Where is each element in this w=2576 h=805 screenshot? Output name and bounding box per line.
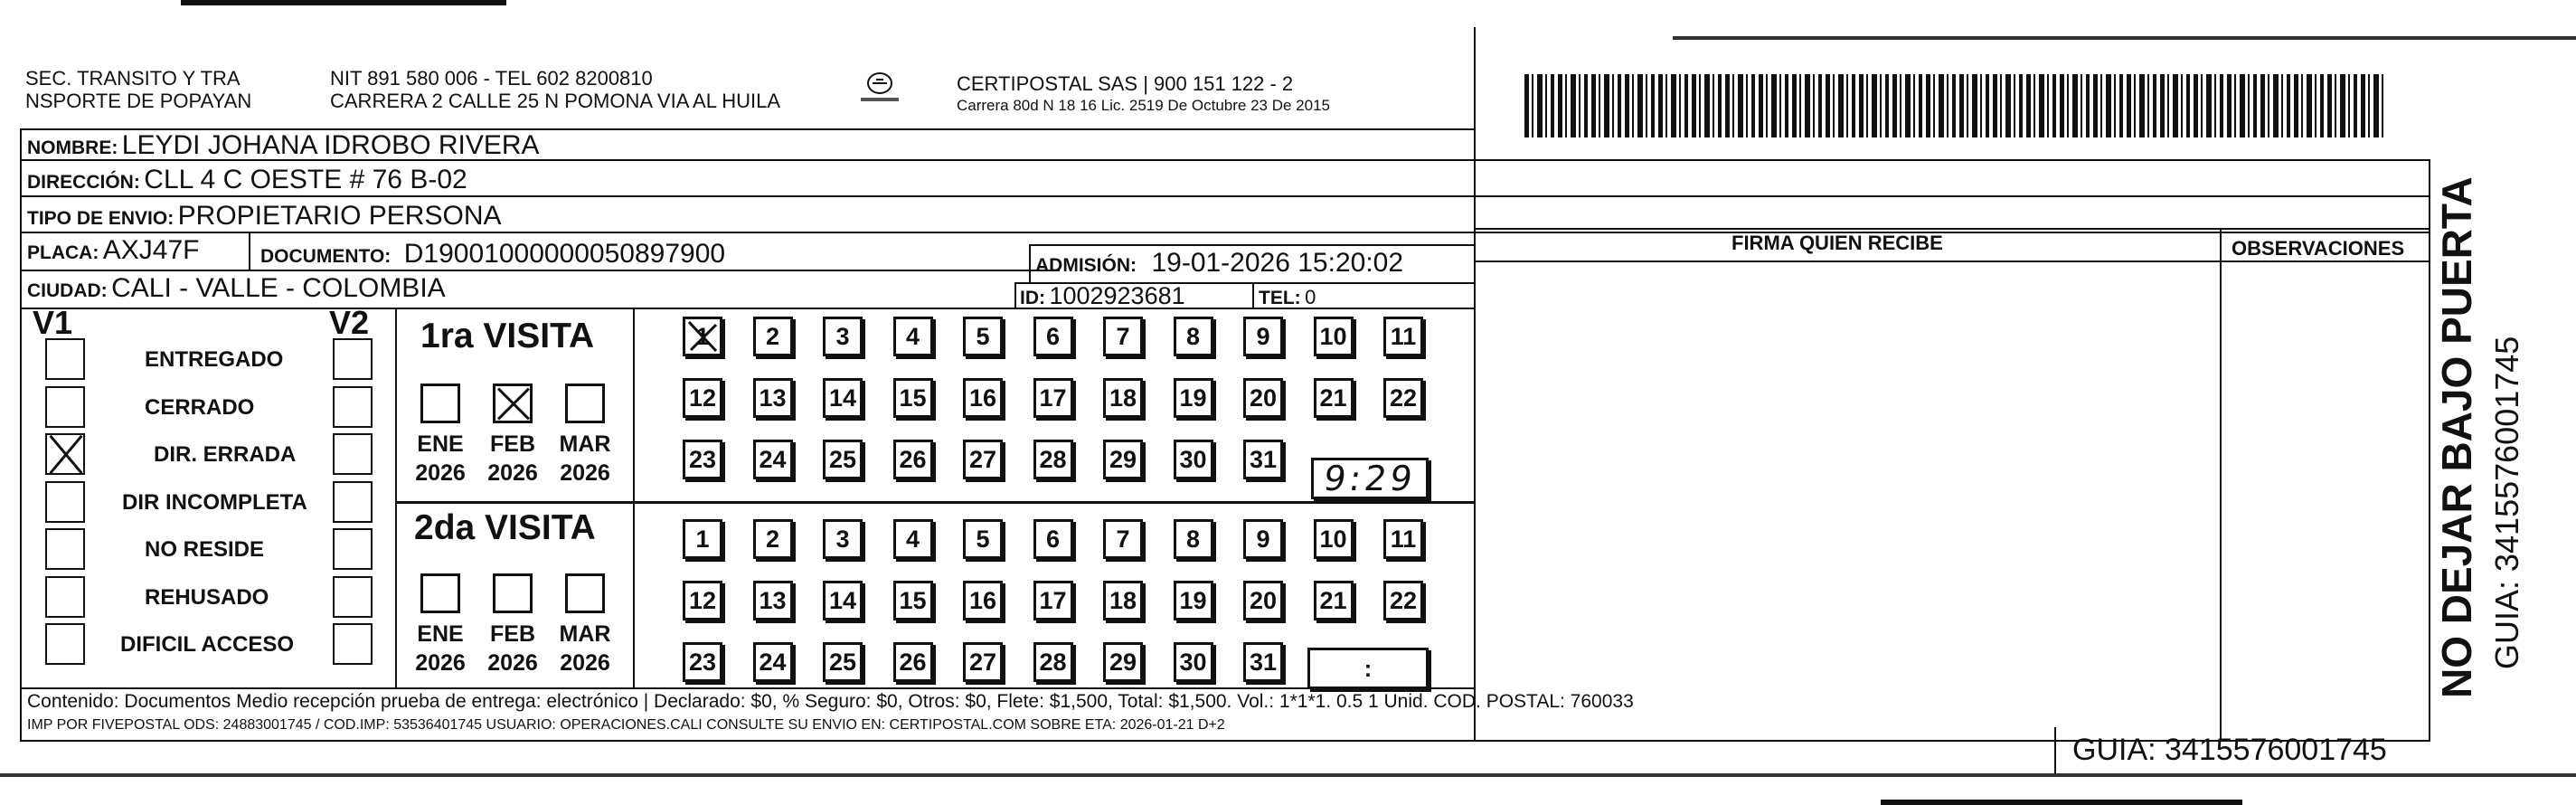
visit1-day-9[interactable]: [1243, 317, 1283, 356]
visit1-day-label-9: 9: [1256, 322, 1270, 350]
visit2-day-5[interactable]: [963, 519, 1003, 559]
visit2-month-year-1: 2026: [487, 650, 538, 676]
tel-field: TEL: 0: [1259, 286, 1316, 308]
visit2-day-label-11: 11: [1390, 525, 1417, 553]
visit1-day-11[interactable]: [1383, 317, 1423, 356]
rule-tipo: [20, 232, 2430, 233]
visit1-day-label-1: 1: [695, 322, 710, 350]
visit1-month-check-2[interactable]: [565, 384, 605, 423]
scan-edge-top: [181, 0, 506, 5]
id-field: ID: 1002923681: [1020, 282, 1185, 309]
v2-checkbox-3[interactable]: [333, 481, 373, 523]
v1-checkbox-4[interactable]: [45, 528, 85, 570]
visit2-month-check-0[interactable]: [420, 573, 460, 613]
visit1-day-17[interactable]: [1033, 378, 1073, 418]
rule-id-split: [1014, 282, 1016, 309]
visit2-day-8[interactable]: [1174, 519, 1213, 559]
visit2-day-label-9: 9: [1256, 525, 1270, 553]
courier-logo: [859, 71, 901, 107]
visit2-time-box[interactable]: [1307, 648, 1429, 689]
scan-edge-top-right: [1673, 36, 2576, 40]
visit2-month-name-2: MAR: [559, 621, 611, 647]
visit2-day-25[interactable]: [823, 642, 863, 682]
placa-field: PLACA: AXJ47F: [27, 235, 200, 265]
visit2-day-label-25: 25: [828, 648, 857, 676]
rule-admision-top: [1029, 244, 1476, 246]
visit2-day-6[interactable]: [1033, 519, 1073, 559]
ciudad-field: CIUDAD: CALI - VALLE - COLOMBIA: [27, 273, 446, 303]
footer-imp: IMP POR FIVEPOSTAL ODS: 24883001745 / COD.IMP: 53536401745 USUARIO: OPERACIONES.CALI CONSULTE SU ENVIO EN: CERTIPOSTAL.COM SOBRE ETA: 2026-01-21 D+2: [27, 717, 1225, 733]
visit2-day-24[interactable]: [753, 642, 793, 682]
visit1-day-31[interactable]: [1243, 440, 1283, 479]
visit2-time: :: [1363, 655, 1373, 682]
visit1-day-label-2: 2: [765, 322, 780, 350]
visit2-day-label-22: 22: [1389, 586, 1418, 614]
visit1-title: 1ra VISITA: [420, 317, 595, 355]
visit1-day-18[interactable]: [1103, 378, 1143, 418]
visit2-day-19[interactable]: [1174, 581, 1213, 620]
status-label-2: DIR. ERRADA: [154, 442, 297, 467]
visit2-month-year-2: 2026: [560, 650, 610, 676]
visit2-day-label-26: 26: [899, 648, 927, 676]
visit2-day-label-20: 20: [1249, 586, 1278, 614]
visit2-month-check-2[interactable]: [565, 573, 605, 613]
visit2-day-18[interactable]: [1103, 581, 1143, 620]
issuer-name: SEC. TRANSITO Y TRA NSPORTE DE POPAYAN: [25, 67, 252, 112]
visit1-day-24[interactable]: [753, 440, 793, 479]
visit2-day-12[interactable]: [683, 581, 722, 620]
status-label-5: REHUSADO: [145, 584, 269, 610]
footer-guia: GUIA: 3415576001745: [2072, 733, 2387, 767]
v2-checkbox-1[interactable]: [333, 386, 373, 428]
rule-left: [20, 128, 22, 742]
firma-label: FIRMA QUIEN RECIBE: [1731, 232, 1943, 254]
visit2-day-label-4: 4: [905, 525, 920, 553]
observaciones-area[interactable]: [2222, 262, 2427, 738]
visit1-day-label-10: 10: [1319, 322, 1347, 350]
visit1-day-8[interactable]: [1174, 317, 1213, 356]
visit1-day-label-22: 22: [1389, 384, 1418, 412]
visit2-month-check-1[interactable]: [493, 573, 533, 613]
rule-divider-main: [1474, 27, 1476, 742]
rule-obs-split: [2220, 228, 2222, 740]
visit1-day-2[interactable]: [753, 317, 793, 356]
visit1-day-28[interactable]: [1033, 440, 1073, 479]
visit2-day-label-12: 12: [688, 586, 717, 614]
visit1-day-5[interactable]: [963, 317, 1003, 356]
visit1-month-year-1: 2026: [487, 460, 538, 486]
side-warning: NO DEJAR BAJO PUERTA: [2433, 176, 2480, 698]
visit2-day-1[interactable]: [683, 519, 722, 559]
visit1-month-check-1[interactable]: [493, 384, 533, 423]
visit1-day-27[interactable]: [963, 440, 1003, 479]
visit2-day-label-15: 15: [899, 586, 927, 614]
visit1-day-label-15: 15: [899, 384, 927, 412]
visit1-month-name-1: FEB: [490, 431, 535, 457]
visit2-day-label-27: 27: [968, 648, 997, 676]
visit1-day-label-27: 27: [968, 445, 997, 473]
visit1-day-label-13: 13: [759, 384, 787, 412]
visit1-day-label-26: 26: [899, 445, 927, 473]
visit2-day-label-31: 31: [1249, 648, 1278, 676]
visit2-day-20[interactable]: [1243, 581, 1283, 620]
visit1-month-year-2: 2026: [560, 460, 610, 486]
rule-month-right: [633, 308, 635, 687]
v2-checkbox-5[interactable]: [333, 576, 373, 618]
rule-placa: [20, 270, 1060, 271]
visit2-day-label-5: 5: [976, 525, 990, 553]
rule-guia-box-left: [2054, 727, 2056, 774]
visit2-day-label-7: 7: [1116, 525, 1130, 553]
visit1-day-16[interactable]: [963, 378, 1003, 418]
visit1-day-29[interactable]: [1103, 440, 1143, 479]
visit1-day-label-4: 4: [905, 322, 920, 350]
visit2-day-7[interactable]: [1103, 519, 1143, 559]
rule-grid-bottom: [20, 687, 1476, 689]
visit2-day-9[interactable]: [1243, 519, 1283, 559]
visit2-day-label-28: 28: [1039, 648, 1067, 676]
v1-checkbox-5[interactable]: [45, 576, 85, 618]
v1-checkbox-0[interactable]: [45, 338, 85, 380]
visit1-day-20[interactable]: [1243, 378, 1283, 418]
v1-label: V1: [33, 304, 73, 341]
visit1-day-label-3: 3: [835, 322, 850, 350]
v2-checkbox-0[interactable]: [333, 338, 373, 380]
visit2-day-29[interactable]: [1103, 642, 1143, 682]
visit2-day-28[interactable]: [1033, 642, 1073, 682]
v1-checkbox-1[interactable]: [45, 386, 85, 428]
visit1-day-12[interactable]: [683, 378, 722, 418]
visit1-day-label-8: 8: [1185, 322, 1201, 350]
visit1-time-box[interactable]: [1311, 458, 1429, 499]
visit1-day-30[interactable]: [1174, 440, 1213, 479]
visit1-day-label-21: 21: [1319, 384, 1347, 412]
visit2-day-label-30: 30: [1179, 648, 1207, 676]
visit1-day-label-17: 17: [1039, 384, 1067, 412]
visit2-day-label-2: 2: [765, 525, 780, 553]
visit2-day-15[interactable]: [893, 581, 933, 620]
visit2-day-label-19: 19: [1179, 586, 1207, 614]
visit1-day-label-25: 25: [828, 445, 857, 473]
visit1-day-label-23: 23: [688, 445, 717, 473]
visit2-day-26[interactable]: [893, 642, 933, 682]
rule-placa-split: [249, 232, 250, 270]
visit1-month-name-0: ENE: [417, 431, 464, 457]
visit2-day-31[interactable]: [1243, 642, 1283, 682]
visit2-day-22[interactable]: [1383, 581, 1423, 620]
rule-ciudad: [20, 308, 1476, 309]
visit2-day-label-6: 6: [1045, 525, 1061, 553]
visit2-day-label-10: 10: [1319, 525, 1347, 553]
visit2-day-27[interactable]: [963, 642, 1003, 682]
visit1-day-label-18: 18: [1109, 384, 1137, 412]
tipo-envio-field: TIPO DE ENVIO: PROPIETARIO PERSONA: [27, 201, 502, 231]
visit2-month-name-1: FEB: [490, 621, 535, 647]
visit2-day-23[interactable]: [683, 642, 722, 682]
visit1-day-19[interactable]: [1174, 378, 1213, 418]
v1-checkbox-3[interactable]: [45, 481, 85, 523]
visit2-day-10[interactable]: [1314, 519, 1354, 559]
footer-contenido: Contenido: Documentos Medio recepción prueba de entrega: electrónico | Declarado: $0, % Seguro: $0, Otros: $0, Flete: $1,500, Total: $1,500. Vol.: 1*1*1. 0.5 1 Unid. COD. POSTAL: 760033: [27, 691, 1634, 712]
documento-field: DOCUMENTO: D19001000000050897900: [260, 239, 726, 269]
direccion-field: DIRECCIÓN: CLL 4 C OESTE # 76 B-02: [27, 165, 467, 194]
visit1-day-10[interactable]: [1314, 317, 1354, 356]
visit2-day-4[interactable]: [893, 519, 933, 559]
visit1-day-13[interactable]: [753, 378, 793, 418]
visit2-day-2[interactable]: [753, 519, 793, 559]
visit2-day-16[interactable]: [963, 581, 1003, 620]
visit1-day-3[interactable]: [823, 317, 863, 356]
visit1-day-14[interactable]: [823, 378, 863, 418]
scan-edge-bottom: [0, 773, 2576, 777]
visit1-day-22[interactable]: [1383, 378, 1423, 418]
visit1-day-21[interactable]: [1314, 378, 1354, 418]
v2-checkbox-6[interactable]: [333, 623, 373, 665]
visit2-day-label-17: 17: [1039, 586, 1067, 614]
visit1-day-label-30: 30: [1179, 445, 1207, 473]
visit2-day-label-14: 14: [828, 586, 857, 614]
visit1-day-label-6: 6: [1045, 322, 1061, 350]
visit1-day-label-31: 31: [1249, 445, 1278, 473]
side-guia: GUIA: 3415576001745: [2488, 336, 2525, 669]
courier-info: CERTIPOSTAL SAS | 900 151 122 - 2 Carrera 80d N 18 16 Lic. 2519 De Octubre 23 De 2015: [957, 72, 1330, 114]
visit2-day-3[interactable]: [823, 519, 863, 559]
status-label-4: NO RESIDE: [145, 537, 265, 562]
v2-checkbox-2[interactable]: [333, 433, 373, 475]
visit1-day-label-5: 5: [976, 322, 990, 350]
status-label-6: DIFICIL ACCESO: [120, 632, 295, 657]
visit2-day-30[interactable]: [1174, 642, 1213, 682]
visit1-day-label-20: 20: [1249, 384, 1278, 412]
v1-checkbox-2[interactable]: [45, 433, 85, 475]
v1-checkbox-6[interactable]: [45, 623, 85, 665]
visit2-day-label-21: 21: [1319, 586, 1347, 614]
rule-visit-mid: [395, 501, 1476, 504]
visit2-month-name-0: ENE: [417, 621, 464, 647]
visit2-day-11[interactable]: [1383, 519, 1423, 559]
rule-footer-bottom: [20, 740, 2430, 742]
visit2-month-year-0: 2026: [415, 650, 466, 676]
visit1-day-label-11: 11: [1390, 322, 1417, 350]
visit1-day-23[interactable]: [683, 440, 722, 479]
visit1-time: 9:29: [1321, 459, 1419, 498]
visit2-day-label-23: 23: [688, 648, 717, 676]
nombre-field: NOMBRE: LEYDI JOHANA IDROBO RIVERA: [27, 130, 540, 160]
visit2-day-label-18: 18: [1109, 586, 1137, 614]
rule-status-right: [395, 308, 397, 687]
barcode: [1524, 74, 2383, 137]
visit1-day-26[interactable]: [893, 440, 933, 479]
visit2-day-label-13: 13: [759, 586, 787, 614]
visit1-day-6[interactable]: [1033, 317, 1073, 356]
visit2-day-17[interactable]: [1033, 581, 1073, 620]
status-label-0: ENTREGADO: [145, 347, 284, 372]
rule-admision-split: [1029, 244, 1031, 282]
rule-right: [2429, 159, 2430, 742]
status-label-1: CERRADO: [145, 394, 255, 420]
visit1-day-4[interactable]: [893, 317, 933, 356]
visit1-day-label-29: 29: [1109, 445, 1137, 473]
rule-tel-split: [1252, 282, 1254, 309]
visit1-day-1[interactable]: [683, 317, 722, 356]
visit1-month-year-0: 2026: [415, 460, 466, 486]
visit1-day-25[interactable]: [823, 440, 863, 479]
rule-firma-top: [1476, 228, 2429, 230]
rule-direccion: [20, 195, 2430, 197]
visit2-day-label-8: 8: [1185, 525, 1201, 553]
visit2-title: 2da VISITA: [414, 508, 596, 547]
firma-area[interactable]: [1477, 262, 2219, 738]
observaciones-label: OBSERVACIONES: [2232, 237, 2405, 260]
status-label-3: DIR INCOMPLETA: [122, 489, 307, 515]
visit2-day-label-16: 16: [968, 586, 997, 614]
visit1-day-label-12: 12: [688, 384, 717, 412]
visit1-month-name-2: MAR: [559, 431, 611, 457]
visit2-day-label-24: 24: [759, 648, 787, 676]
scan-edge-bottom-right: [1881, 800, 2242, 805]
visit1-day-15[interactable]: [893, 378, 933, 418]
visit1-day-label-7: 7: [1116, 322, 1130, 350]
visit2-day-label-29: 29: [1109, 648, 1137, 676]
visit1-day-label-24: 24: [759, 445, 787, 473]
issuer-contact: NIT 891 580 006 - TEL 602 8200810 CARRERA 2 CALLE 25 N POMONA VIA AL HUILA: [330, 67, 781, 112]
visit1-day-label-19: 19: [1179, 384, 1207, 412]
visit1-day-label-14: 14: [828, 384, 857, 412]
visit2-day-label-3: 3: [835, 525, 850, 553]
v2-label: V2: [329, 304, 370, 341]
visit1-month-check-0[interactable]: [420, 384, 460, 423]
visit2-day-13[interactable]: [753, 581, 793, 620]
visit1-day-7[interactable]: [1103, 317, 1143, 356]
v2-checkbox-4[interactable]: [333, 528, 373, 570]
visit2-day-21[interactable]: [1314, 581, 1354, 620]
visit2-day-14[interactable]: [823, 581, 863, 620]
admision-field: ADMISIÓN: 19-01-2026 15:20:02: [1035, 248, 1404, 278]
visit1-day-label-28: 28: [1039, 445, 1067, 473]
visit1-day-label-16: 16: [968, 384, 997, 412]
visit2-day-label-1: 1: [695, 525, 710, 553]
